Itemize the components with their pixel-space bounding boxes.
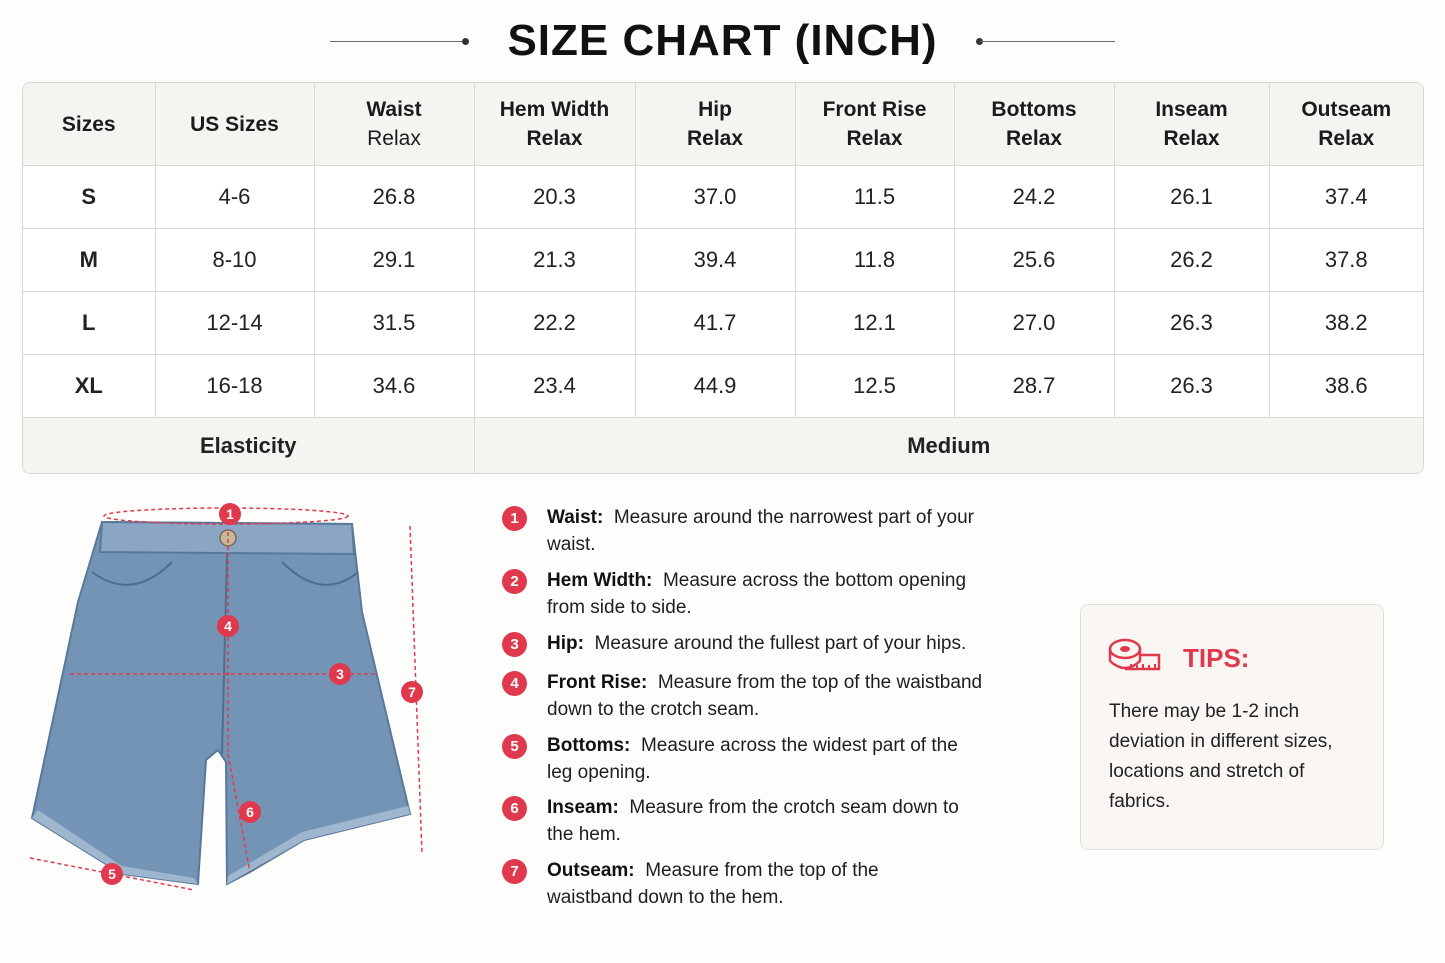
legend-term: Front Rise:: [547, 672, 648, 693]
table-row: [23, 355, 1423, 418]
legend-description: Measure from the top of the waistband down to the crotch seam.: [547, 672, 983, 720]
legend-description: Measure from the crotch seam down to the hem.: [547, 797, 959, 845]
marker-7: [401, 681, 423, 703]
table-cell: 23.4: [474, 355, 635, 418]
shorts-diagram: [22, 492, 442, 902]
legend-badge: 7: [502, 859, 527, 884]
elasticity-value: Medium: [474, 418, 1423, 475]
legend-badge: 5: [502, 734, 527, 759]
table-cell: XL: [23, 355, 155, 418]
table-cell: 11.5: [795, 166, 954, 229]
legend-description: Measure across the bottom opening from side to side.: [547, 570, 967, 618]
legend-description: Measure from the top of the waistband down to the hem.: [547, 860, 879, 908]
tips-body: There may be 1-2 inch deviation in different sizes, locations and stretch of fabrics.: [1109, 701, 1333, 812]
table-cell: 26.1: [1114, 166, 1269, 229]
table-cell: 39.4: [635, 229, 795, 292]
table-cell: 37.0: [635, 166, 795, 229]
table-row: [23, 292, 1423, 355]
table-cell: 8-10: [155, 229, 314, 292]
table-cell: 38.6: [1269, 355, 1423, 418]
header-hem-width: Hem Width Relax: [474, 83, 635, 166]
header-outseam: Outseam Relax: [1269, 83, 1423, 166]
marker-3: [329, 663, 351, 685]
header-sizes: Sizes: [23, 83, 155, 166]
header-bottoms: Bottoms Relax: [954, 83, 1114, 166]
legend-description: Measure across the widest part of the leg opening.: [547, 735, 958, 783]
header-hip: Hip Relax: [635, 83, 795, 166]
table-cell: 26.2: [1114, 229, 1269, 292]
legend-badge: 4: [502, 671, 527, 696]
table-cell: 34.6: [314, 355, 474, 418]
shorts-illustration: [32, 522, 410, 884]
table-cell: 44.9: [635, 355, 795, 418]
table-cell: L: [23, 292, 155, 355]
svg-text:4: 4: [224, 618, 232, 634]
table-header-row: [23, 83, 1423, 166]
marker-4: [217, 615, 239, 637]
table-cell: 31.5: [314, 292, 474, 355]
table-cell: 26.3: [1114, 355, 1269, 418]
table-cell: 21.3: [474, 229, 635, 292]
marker-6: [239, 801, 261, 823]
table-cell: 11.8: [795, 229, 954, 292]
table-cell: 24.2: [954, 166, 1114, 229]
marker-1: [219, 503, 241, 525]
svg-text:3: 3: [336, 666, 344, 682]
table-cell: 16-18: [155, 355, 314, 418]
table-cell: 37.8: [1269, 229, 1423, 292]
header-waist: Waist Relax: [314, 83, 474, 166]
table-cell: 29.1: [314, 229, 474, 292]
legend-term: Waist:: [547, 507, 604, 528]
svg-text:6: 6: [246, 804, 254, 820]
legend-term: Hip:: [547, 633, 584, 654]
table-cell: 26.8: [314, 166, 474, 229]
legend-description: Measure around the narrowest part of your waist.: [547, 507, 974, 555]
svg-text:7: 7: [408, 684, 416, 700]
table-cell: 38.2: [1269, 292, 1423, 355]
table-cell: 12.1: [795, 292, 954, 355]
svg-text:5: 5: [108, 866, 116, 882]
table-cell: 25.6: [954, 229, 1114, 292]
header-inseam: Inseam Relax: [1114, 83, 1269, 166]
legend-badge: 3: [502, 632, 527, 657]
elasticity-row: [23, 418, 1423, 475]
elasticity-label: Elasticity: [23, 418, 474, 475]
legend-badge: 6: [502, 796, 527, 821]
table-row: [23, 166, 1423, 229]
table-cell: 41.7: [635, 292, 795, 355]
table-cell: 28.7: [954, 355, 1114, 418]
table-cell: 12.5: [795, 355, 954, 418]
header-us-sizes: US Sizes: [155, 83, 314, 166]
table-cell: 26.3: [1114, 292, 1269, 355]
page-title: SIZE CHART (INCH): [507, 16, 938, 65]
legend-term: Bottoms:: [547, 735, 631, 756]
header-front-rise: Front Rise Relax: [795, 83, 954, 166]
table-cell: S: [23, 166, 155, 229]
marker-5: [101, 863, 123, 885]
tips-title: TIPS:: [1183, 643, 1250, 673]
title-divider-right: [980, 41, 1115, 42]
legend-term: Outseam:: [547, 860, 635, 881]
size-table: [22, 82, 1424, 474]
legend-badge: 2: [502, 569, 527, 594]
legend-term: Hem Width:: [547, 570, 653, 591]
table-cell: 20.3: [474, 166, 635, 229]
table-row: [23, 229, 1423, 292]
tape-measure-icon: [1107, 635, 1163, 679]
legend-description: Measure around the fullest part of your hips.: [594, 633, 967, 654]
tips-box: [1080, 604, 1384, 850]
table-cell: 27.0: [954, 292, 1114, 355]
table-cell: M: [23, 229, 155, 292]
title-bar: [0, 14, 1445, 70]
table-cell: 37.4: [1269, 166, 1423, 229]
table-cell: 22.2: [474, 292, 635, 355]
svg-text:1: 1: [226, 506, 234, 522]
legend-badge: 1: [502, 506, 527, 531]
legend-term: Inseam:: [547, 797, 619, 818]
table-cell: 4-6: [155, 166, 314, 229]
table-cell: 12-14: [155, 292, 314, 355]
